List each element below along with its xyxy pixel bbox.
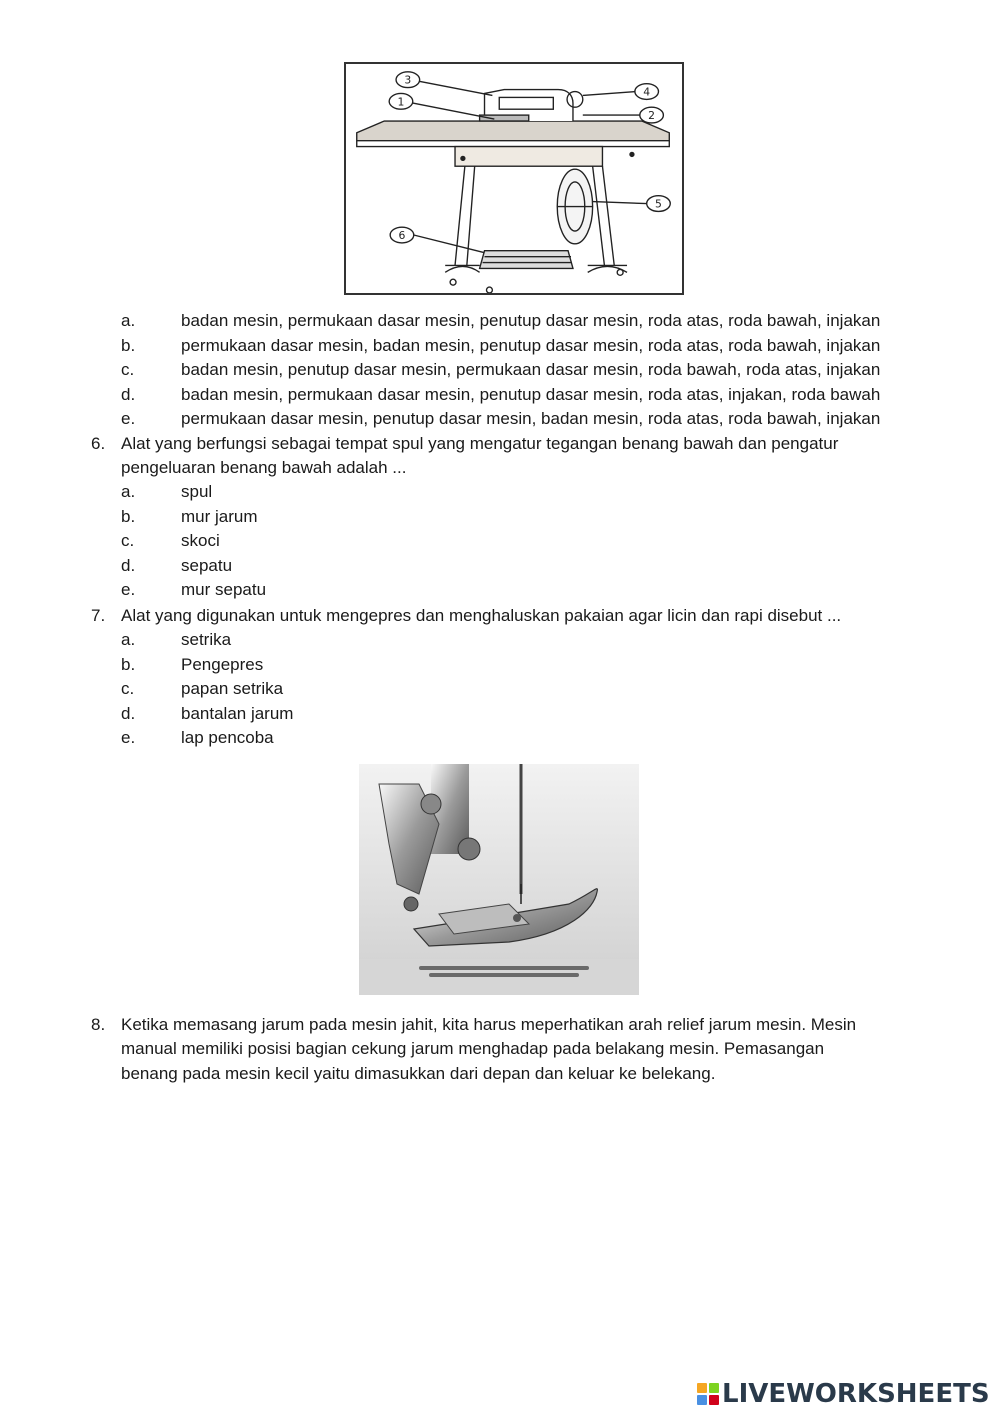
q6-option-text: skoci	[181, 531, 220, 550]
q6-option-letter: d.	[121, 555, 136, 575]
q7-option-letter: d.	[121, 703, 136, 723]
q6-option-text: sepatu	[181, 555, 233, 575]
q8-text-line2: manual memiliki posisi bagian cekung jarum menghadap pada belakang mesin. Pemasangan	[121, 1039, 825, 1058]
q5-option-letter: c.	[121, 360, 135, 379]
callout-6: 6	[398, 228, 406, 242]
q7-option-letter: a.	[121, 630, 136, 649]
callout-3: 3	[404, 73, 412, 87]
q7-number: 7.	[91, 606, 106, 625]
brand-name: LIVEWORKSHEETS	[722, 1379, 990, 1409]
callout-2: 2	[648, 109, 656, 123]
q6-option-text: mur jarum	[181, 506, 258, 526]
presser-foot-photo	[359, 764, 639, 995]
q7-option-letter: e.	[121, 728, 136, 747]
q6-option-text: spul	[181, 482, 213, 501]
q6-question-line1: Alat yang berfungsi sebagai tempat spul yang mengatur tegangan benang bawah dan pengatur	[121, 434, 839, 453]
q7-option-letter: c.	[121, 679, 135, 698]
q5-option-text: badan mesin, permukaan dasar mesin, penutup dasar mesin, roda atas, roda bawah, injakan	[181, 311, 881, 330]
q7-question-line1: Alat yang digunakan untuk mengepres dan menghaluskan pakaian agar licin dan rapi disebut ...	[121, 606, 842, 625]
q8-text-line3: benang pada mesin kecil yaitu dimasukkan dari depan dan keluar ke belekang.	[121, 1064, 716, 1083]
q6-number: 6.	[91, 434, 106, 453]
logo-mark-icon	[697, 1383, 719, 1405]
q6-question-line2: pengeluaran benang bawah adalah ...	[121, 458, 407, 477]
q7-option-text: bantalan jarum	[181, 703, 294, 723]
q8-number: 8.	[91, 1015, 106, 1034]
q5-option-text: permukaan dasar mesin, penutup dasar mesin, badan mesin, roda atas, roda bawah, injakan	[181, 409, 881, 428]
q5-option-letter: d.	[121, 384, 136, 404]
sewing-machine-diagram	[344, 62, 684, 295]
q6-option-letter: e.	[121, 580, 136, 599]
q5-option-letter: b.	[121, 335, 136, 355]
q6-option-text: mur sepatu	[181, 580, 267, 599]
q7-option-text: setrika	[181, 630, 232, 649]
q6-option-letter: b.	[121, 506, 136, 526]
q5-option-text: badan mesin, permukaan dasar mesin, penutup dasar mesin, roda atas, injakan, roda bawah	[181, 384, 881, 404]
callout-5: 5	[655, 197, 662, 211]
table-top-shape	[357, 121, 670, 141]
q7-option-text: papan setrika	[181, 679, 284, 698]
q7-option-text: lap pencoba	[181, 728, 274, 747]
q8-text-line1: Ketika memasang jarum pada mesin jahit, kita harus meperhatikan arah relief jarum mesin. Mesin	[121, 1015, 857, 1034]
q7-option-text: Pengepres	[181, 654, 264, 674]
q5-option-text: permukaan dasar mesin, badan mesin, penutup dasar mesin, roda atas, roda bawah, injakan	[181, 335, 881, 355]
q5-option-letter: a.	[121, 311, 136, 330]
q6-option-letter: c.	[121, 531, 135, 550]
q7-option-letter: b.	[121, 654, 136, 674]
q5-option-letter: e.	[121, 409, 136, 428]
q5-option-text: badan mesin, penutup dasar mesin, permukaan dasar mesin, roda bawah, roda atas, injakan	[181, 360, 881, 379]
liveworksheets-logo	[697, 1380, 990, 1408]
callout-4: 4	[643, 85, 651, 99]
q6-option-letter: a.	[121, 482, 136, 501]
callout-1: 1	[397, 95, 405, 109]
